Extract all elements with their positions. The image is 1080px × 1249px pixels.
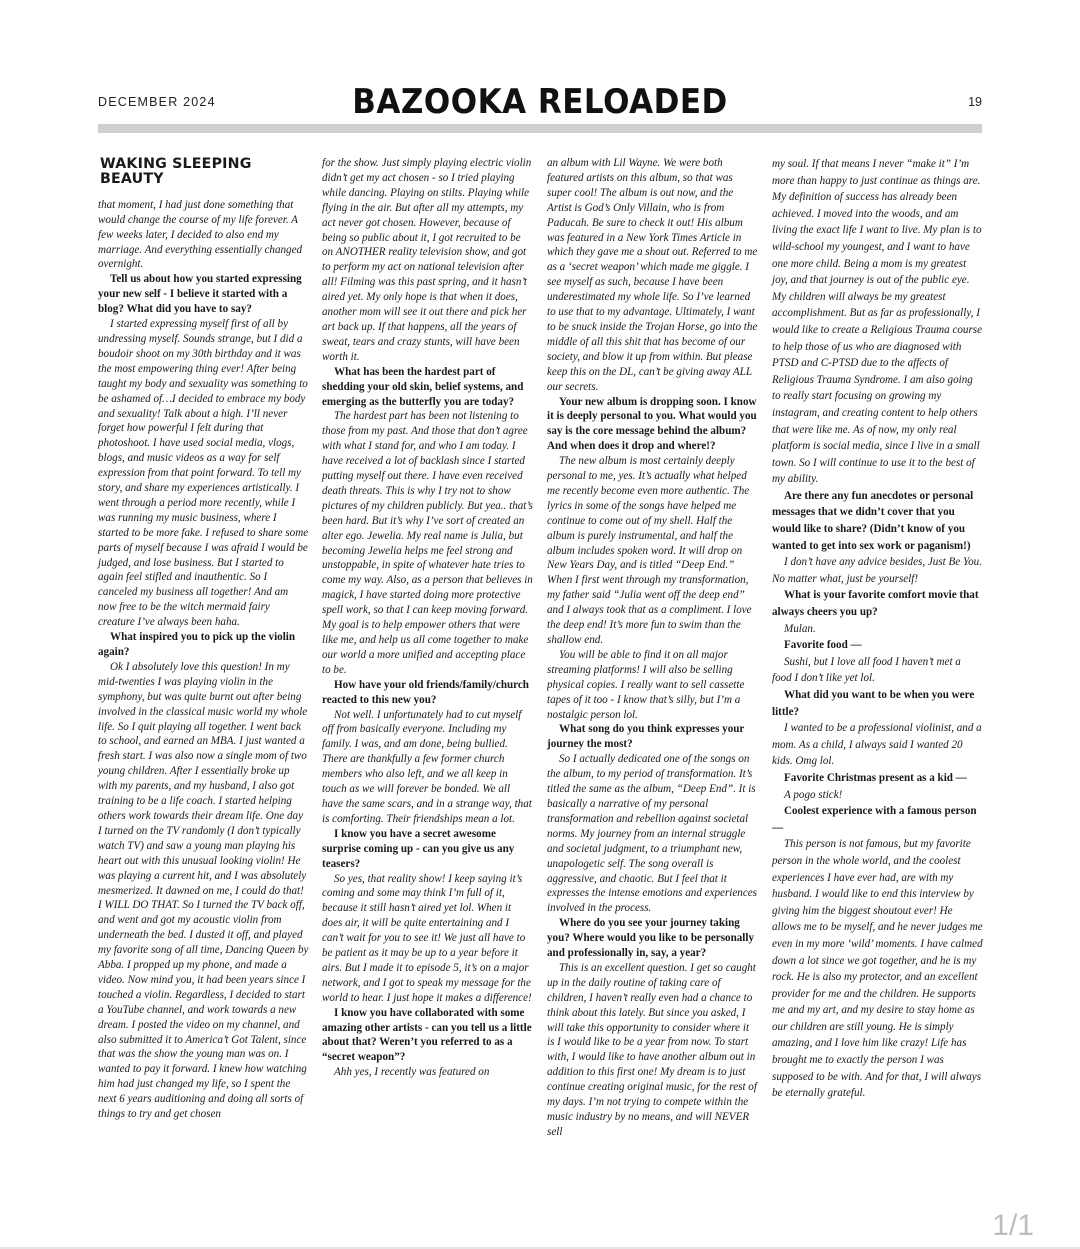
interview-question: Are there any fun anecdotes or personal messages that we didn’t cover that you would like to share? (Didn’t know of you wanted to get into sex work or paganism!)	[772, 489, 974, 552]
interview-question: Favorite food —	[784, 639, 862, 652]
interview-question: What did you want to be when you were little?	[772, 689, 975, 718]
interview-question: What has been the hardest part of shedding your old skin, belief systems, and emerging as the butterfly you are today?	[322, 365, 524, 408]
column-body	[98, 198, 309, 1122]
interview-question: Coolest experience with a famous person —	[772, 805, 977, 834]
interview-answer: The hardest part has been not listening to those from my past. And those that don’t agree with what I stand for, and who I am today. I have received a lot of backlash since I started putting myself out there. I have even received death threats. This is why I try not to show pictures of my children publicly. But yea.. that’s been hard. But it’s why I’ve sort of created an alter ego. Jewelia. My real name is Julia, but becoming Jewelia helps me feel strong and unstoppable, in spite of whatever hate tries to come my way. Also, as a person that believes in magick, I have started doing more protective spell work, so that I can keep moving forward. My goal is to help empower others that were like me, and help us all come together to make our world a more unified and accepting place to be.	[322, 410, 533, 676]
interview-answer: This is an excellent question. I get so caught up in the daily routine of taking care of children, I haven’t really even had a chance to think about this lately. But since you asked, I will take this opportunity to consider where it is I would like to be a year from now. To start with, I would like to have another album out in addition to this first one! My dream is to just continue creating original music, for the rest of my days. I’m not trying to compete within the music industry by no means, and will NEVER sell	[547, 961, 757, 1138]
article-column-3	[547, 156, 758, 1140]
masthead	[98, 82, 982, 124]
interview-question: Favorite Christmas present as a kid —	[784, 771, 967, 784]
article-column-2	[322, 156, 533, 1080]
interview-question: Your new album is dropping soon. I know it is deeply personal to you. What would you say is the core message behind the album? And when does it drop and where!?	[547, 395, 757, 453]
column-body	[772, 156, 983, 1102]
masthead-rule	[98, 124, 982, 133]
interview-question: I know you have a secret awesome surprise coming up - can you give us any teasers?	[322, 827, 515, 870]
article-column-4	[772, 156, 983, 1102]
interview-answer: that moment, I had just done something that would change the course of my life forever. A few weeks later, I decided to also end my marriage. And everything essentially changed overnight.	[98, 198, 303, 271]
interview-question: What is your favorite comfort movie that always cheers you up?	[772, 589, 979, 619]
interview-answer: So yes, that reality show! I keep saying it’s coming and some may think I’m full of it, because it still hasn’t aired yet lol. When it does air, it will be quite entertaining and I can’t wait for you to see it! We just all have to be patient as it may be up to a year before it airs. But I made it to episode 5, it’s on a major network, and I got to speak my message for the world to hear. I just hope it makes a difference!	[322, 872, 532, 1004]
interview-question: What inspired you to pick up the violin again?	[98, 631, 296, 658]
interview-answer: You will be able to find it on all major streaming platforms! I will also be selling physical copies. I really want to sell cassette tapes of it too - I know that’s silly, but I’m a nostalgic person lol.	[547, 648, 745, 721]
interview-answer: Ahh yes, I recently was featured on	[334, 1066, 490, 1079]
page-counter: 1/1	[992, 1209, 1034, 1242]
issue-date: DECEMBER 2024	[98, 95, 216, 109]
interview-answer: Sushi, but I love all food I haven’t met a food I don’t like yet lol.	[772, 655, 961, 685]
article-column-1	[98, 156, 309, 1122]
magazine-title: BAZOOKA RELOADED	[352, 82, 728, 122]
column-body	[547, 156, 758, 1140]
article-heading: WAKING SLEEPING BEAUTY	[100, 156, 252, 187]
interview-answer: The new album is most certainly deeply personal to me, yes. It’s actually what helped me recently become even more authentic. The lyrics in some of the songs have helped me continue to come out of my shell. Half the album is purely instrumental, and half the album includes spoken word. It will drop on New Years Day, and is titled “Deep End.” When I first went through my transformation, my father said “Julia went off the deep end” and I always took that as a compliment. I love the deep end! It’s more fun to swim than the shallow end.	[547, 455, 752, 646]
interview-answer: A pogo stick!	[784, 788, 843, 801]
interview-answer: So I actually dedicated one of the songs on the album, to my period of transformation. It’s titled the same as the album, “Deep End”. It is basically a narrative of my personal transformation and rebellion against societal norms. My journey from an internal struggle and societal judgment, to a triumphant new, unapologetic self. The song overall is aggressive, and chaotic. But I feel that it expresses the intense emotions and experiences involved in the process.	[547, 753, 757, 915]
interview-question: How have your old friends/family/church reacted to this new you?	[322, 678, 529, 706]
interview-answer: an album with Lil Wayne. We were both featured artists on this album, so that was super cool! The album is out now, and the Artist is God’s Only Villain, who is from Paducah. Be sure to check it out! His album was featured in a New York Times Article in which they gave me a shout out. Referred to me as a ‘secret weapon’ which made me giggle. I see myself as such, because I have been underestimated my whole life. So I’ve learned to use that to my advantage. Ultimately, I want to be snuck inside the Trojan Horse, go into the middle of all this shit that has become of our society, and blow it up from within. But please keep this on the DL, can’t be giving away ALL our secrets.	[547, 157, 758, 393]
interview-question: I know you have collaborated with some amazing other artists - can you tell us a little about that? Weren’t you referred to as a “secret weapon”?	[322, 1006, 532, 1064]
interview-answer: Ok I absolutely love this question! In my mid-twenties I was playing violin in the symphony, but was quite burnt out after being involved in the classical music world my whole life. So I quit playing all together. I went back to school, and earned an MBA. I just wanted a fresh start. I was also now a single mom of two young children. After I essentially broke up with my parents, and my husband, I also got training to be a life coach. I started helping others work towards their dream life. One day I turned on the TV randomly (I don’t typically watch TV) and saw a young man playing his heart out with this unusual looking violin! He was playing a current hit, and I was absolutely mesmerized. It dawned on me, I could do that! I WILL DO THAT. So I turned the TV back off, and went and got my acoustic violin from underneath the bed. I dusted it off, and played my favorite song of all time, Dancing Queen by Abba. I propped up my phone, and made a video. Now mind you, it had been years since I touched a violin. Regardless, I decided to start a YouTube channel, and work towards a new dream. I posted the video on my channel, and also submitted it to America’t Got Talent, since that was the show the young man was on. I wanted to pay it forward. I knew how watching him had just changed my life, so I spent the next 6 years auditioning and doing all sorts of things to try and get chosen	[98, 660, 309, 1121]
interview-answer: my soul. If that means I never “make it” I’m more than happy to just continue as things are. My definition of success has already been achieved. I moved into the woods, and am living the exact life I want to live. My plan is to wild-school my youngest, and I want to have one more child. Being a mom is my greatest joy, and that journey is out of the public eye. My children will always be my greatest accomplishment. But as far as professionally, I would like to create a Religious Trauma course to help those of us who are diagnosed with PTSD and C-PTSD due to the affects of Religious Trauma Syndrome. I am also going to really start focusing on growing my instagram, and creating content to help others that were like me. As of now, my only real platform is social media, since I live in a small town. So I will continue to use it to the best of my ability.	[772, 158, 983, 486]
interview-answer: for the show. Just simply playing electric violin didn’t get my act chosen - so I tried playing while dancing. Playing on stilts. Playing while flying in the air. But after all my attempts, my act never got chosen. However, because of being so public about it, I got recruited to be on ANOTHER reality television show, and got to perform my act on national television after all! Filming was this past spring, and it hasn’t aired yet. My only hope is that when it does, another mom will see it out there and pick her art back up. If that happens, all the years of sweat, tears and crazy stunts, will have been worth it.	[322, 157, 532, 363]
interview-question: What song do you think expresses your journey the most?	[547, 723, 745, 751]
interview-answer: I started expressing myself first of all by undressing myself. Sounds strange, but I did a boudoir shoot on my 30th birthday and it was the most empowering thing ever! After being taught my body and sexuality was something to be ashamed of…I decided to embrace my body and sexuality! Talk about a high. I’ll never forget how powerful I felt during that photoshoot. I have used social media, vlogs, blogs, and music videos as a way for self expression from that point forward. To tell my story, and share my experiences artistically. I went through a period more recently, while I was running my music business, where I started to be more fake. I refused to share some parts of myself because I was afraid I would be judged, and lose business. But I started to again feel stifled and inauthentic. So I canceled my business all together! And am now free to be the witch mermaid fairy creature I’ve always been haha.	[98, 318, 309, 629]
interview-answer: I don’t have any advice besides, Just Be You. No matter what, just be yourself!	[772, 556, 982, 585]
interview-question: Where do you see your journey taking you? Where would you like to be personally and professionally in, say, a year?	[547, 917, 755, 960]
interview-answer: I wanted to be a professional violinist, and a mom. As a child, I always said I wanted 20 kids. Omg lol.	[772, 722, 982, 768]
page-number: 19	[968, 95, 982, 109]
interview-answer: This person is not famous, but my favorite person in the whole world, and the coolest experiences I have ever had, are with my husband. I would like to end this interview by giving him the biggest shoutout ever! He allows me to be myself, and he never judges me even in my more ‘wild’ moments. I have calmed down a lot since we got together, and he is my rock. He is also my protector, and an excellent provider for me and the children. He supports me and my art, and my desire to stay home as our children are still young. He is simply amazing, and I love him like crazy! Life has brought me to exactly the person I was supposed to be with. And for that, I will always be eternally grateful.	[772, 838, 983, 1100]
interview-question: Tell us about how you started expressing your new self - I believe it started with a blog? What did you have to say?	[98, 273, 302, 316]
column-body	[322, 156, 533, 1080]
interview-answer: Not well. I unfortunately had to cut myself off from basically everyone. Including my family. I was, and am done, being bullied. There are thankfully a few former church members who also left, and we all keep in touch as we will forever be bonded. We all have the same scars, and in a strange way, that is comforting. Their friendships mean a lot.	[322, 708, 532, 825]
interview-answer: Mulan.	[784, 622, 816, 635]
